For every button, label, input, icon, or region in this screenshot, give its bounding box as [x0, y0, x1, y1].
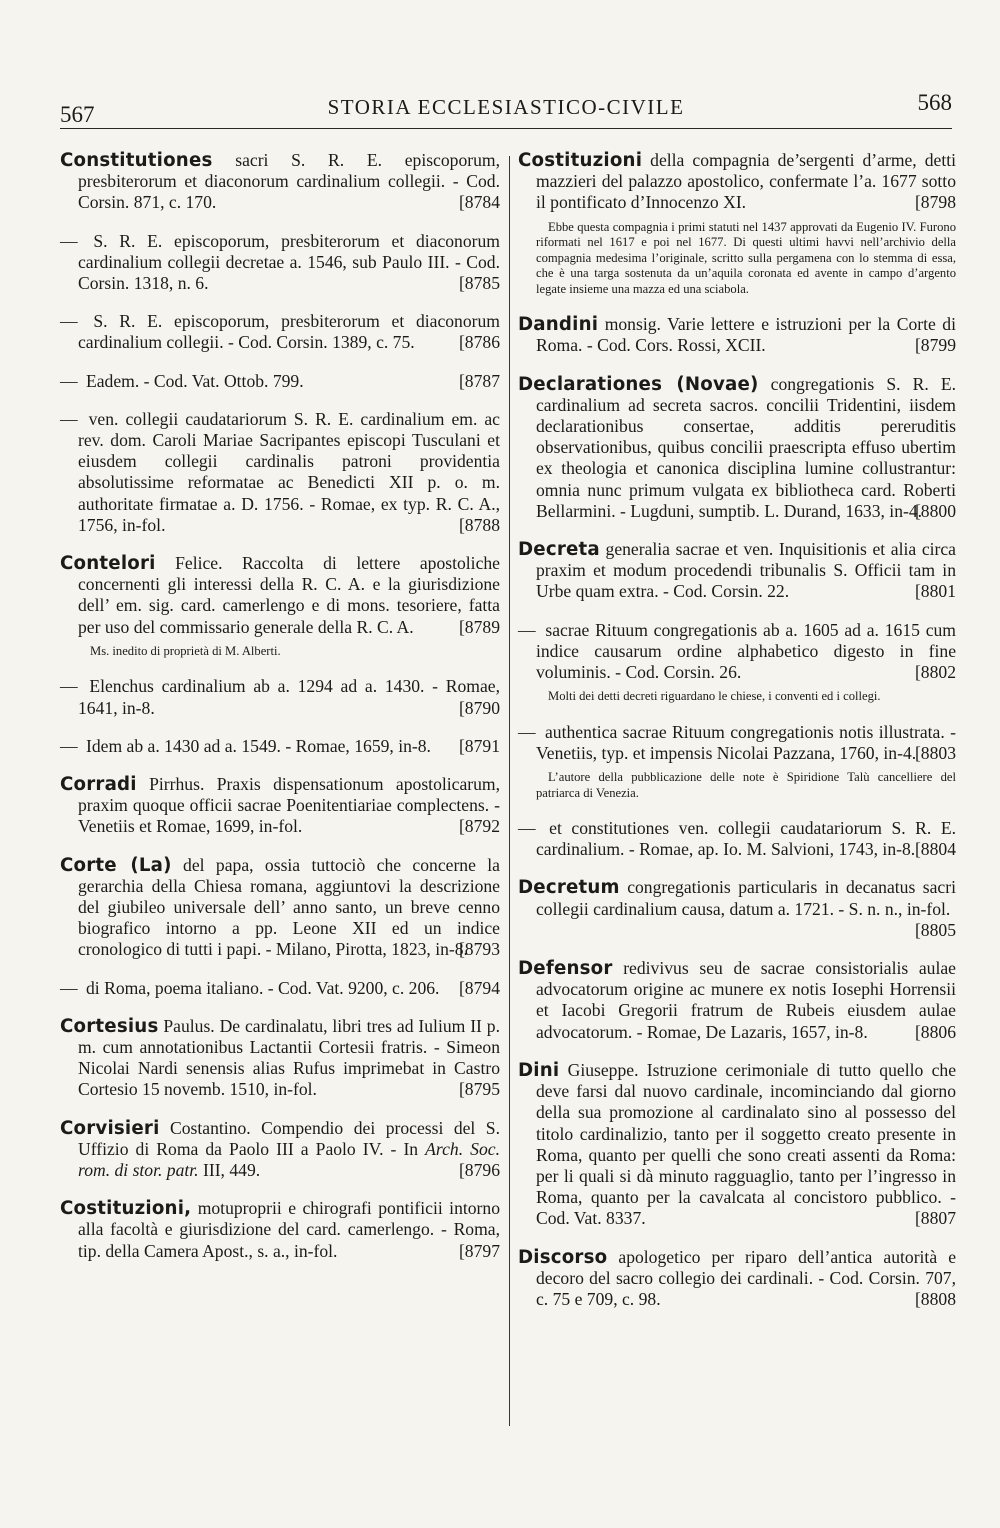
entry-body [60, 1016, 500, 1101]
entry-text: redivivus seu de sacrae consistorialis aulae advocatorum origine ac munere ex notis Iosephi Horrensii et Iacobi Gregorii fratrum de Rubeis eiusdem aulae advocatorum. - Romae, De Lazaris, 1657, in-8. [536, 958, 956, 1042]
entry-headword: Corradi [60, 773, 137, 795]
entry-reference-number: [8797 [458, 1240, 500, 1261]
entry-reference-number: [8808 [914, 1288, 956, 1309]
entry-headword: Corte (La) [60, 854, 172, 876]
entry-body [518, 818, 956, 860]
entry-note: Ms. inedito di proprietà di M. Alberti. [90, 643, 281, 658]
entry-body [518, 1247, 956, 1311]
entry-body [518, 539, 956, 603]
entry-reference-number: [8802 [914, 661, 956, 682]
continuation-dash: — [60, 676, 78, 697]
entry-body [518, 1060, 956, 1230]
entry-text: monsig. Varie lettere e istruzioni per la Corte di Roma. - Cod. Cors. Rossi, XCII. [536, 314, 956, 356]
entry-body [60, 1198, 500, 1262]
entry-reference-number: [8793 [458, 939, 500, 960]
column-divider [509, 156, 510, 1426]
bibliography-entry [518, 314, 956, 356]
bibliography-entry [60, 676, 500, 718]
entry-body [60, 311, 500, 353]
entry-body [518, 877, 956, 941]
bibliography-entry [60, 409, 500, 536]
bibliography-entry [518, 722, 956, 801]
page-number-left: 567 [60, 102, 95, 127]
entry-reference-number: [8788 [458, 514, 500, 535]
entry-text: authentica sacrae Rituum congregationis notis illustrata. - Venetiis, typ. et impensis Nicolai Pazzana, 1760, in-4. [536, 721, 956, 763]
entry-body [518, 374, 956, 522]
entry-text: del papa, ossia tuttociò che concerne la gerarchia della Chiesa romana, aggiuntovi la descrizione del giubileo universale dell’ anno santo, un breve cenno biografico intorno a pp. Leone XII ed un indice cronologico di tutti i papi. - Milano, Pirotta, 1823, in-8. [78, 854, 500, 960]
entry-body [60, 371, 500, 392]
continuation-dash: — [60, 735, 78, 756]
entry-reference-number: [8806 [914, 1021, 956, 1042]
entry-body [60, 978, 500, 999]
entry-body [518, 314, 956, 356]
bibliography-entry [60, 311, 500, 353]
entry-text: Eadem. - Cod. Vat. Ottob. 799. [86, 370, 304, 391]
entry-text: S. R. E. episcoporum, presbiterorum et diaconorum cardinalium collegii. - Cod. Corsin. 1389, c. 75. [78, 311, 500, 353]
entry-headword: Decretum [518, 877, 620, 899]
entry-body [60, 409, 500, 536]
entry-text: Pirrhus. Praxis dispensationum apostolicarum, praxim quoque officii sacrae Poenitentiariae complectens. - Venetiis et Romae, 1699, in-fol. [78, 773, 500, 837]
entry-headword: Declarationes (Novae) [518, 373, 759, 395]
entry-reference-number: [8798 [914, 192, 956, 213]
entry-reference-number: [8786 [458, 332, 500, 353]
bibliography-entry [60, 978, 500, 999]
entry-note: Molti dei detti decreti riguardano le chiese, i conventi ed i collegi. [548, 689, 881, 704]
entry-text: S. R. E. episcoporum, presbiterorum et diaconorum cardinalium collegii decretae a. 1546, sub Paulo III. - Cod. Corsin. 1318, n. 6. [78, 230, 500, 294]
entry-body [518, 722, 956, 764]
entry-reference-number: [8805 [914, 919, 956, 940]
entry-headword: Constitutiones [60, 150, 213, 171]
entry-headword: Contelori [60, 553, 156, 575]
entry-text: della compagnia de’sergenti d’arme, detti mazzieri del palazzo apostolico, confermate l’a. 1677 sotto il pontificato d’Innocenzo XI. [536, 150, 956, 213]
entry-body [60, 1118, 500, 1182]
entry-body [60, 855, 500, 961]
entry-text: Paulus. De cardinalatu, libri tres ad Iulium II p. m. cum annotationibus Lactantii Cortesii fratris. - Simeon Nicolai Nardi senensis alias Rufus imprimebat in Castro Cortesio 15 novemb. 1510, in-fol. [78, 1015, 500, 1100]
entry-text: congregationis particularis in decanatus sacri collegii cardinalium causa, datum a. 1721. - S. n. n., in-fol. [536, 877, 956, 919]
entry-reference-number: [8794 [458, 977, 500, 998]
entry-headword: Dandini [518, 314, 599, 336]
entry-note: L’autore della pubblicazione delle note è Spiridione Talù cancelliere del patriarca di Venezia. [536, 770, 956, 800]
entry-headword: Decreta [518, 538, 600, 560]
entry-body [60, 231, 500, 295]
bibliography-entry [518, 818, 956, 860]
running-title: STORIA ECCLESIASTICO-CIVILE [327, 95, 685, 119]
entry-text: Elenchus cardinalium ab a. 1294 ad a. 1430. - Romae, 1641, in-8. [78, 676, 501, 718]
entry-reference-number: [8784 [458, 192, 500, 213]
entry-text: Costantino. Compendio dei processi del S. Uffizio di Roma da Paolo III a Paolo IV. - In [78, 1117, 500, 1159]
right-column [518, 150, 956, 1327]
entry-text: sacri S. R. E. episcoporum, presbiterorum et diaconorum cardinalium collegii. - Cod. Corsin. 871, c. 170. [78, 150, 500, 213]
entry-headword: Costituzioni, [60, 1198, 192, 1220]
entry-body [518, 958, 956, 1043]
bibliography-entry [518, 150, 956, 297]
bibliography-entry [518, 1247, 956, 1311]
bibliography-entry [518, 1060, 956, 1230]
bibliography-entry [60, 553, 500, 659]
bibliography-entry [60, 1016, 500, 1101]
entry-body [518, 620, 956, 684]
continuation-dash: — [60, 311, 78, 332]
bibliography-entry [518, 620, 956, 705]
entry-reference-number: [8791 [458, 735, 500, 756]
entry-text: congregationis S. R. E. cardinalium ad secreta sacros. concilii Tridentini, iisdem declarationibus consertae, additis pereruditis observationibus, quibus concilii praescripta effuso ubertim ex theologia et canonica disciplina lumine collustrantur: omnia nunc primum vulgata ex bibliotheca card. Roberti Bellarmini. - Lugduni, sumptib. L. Durand, 1633, in-4. [536, 373, 956, 521]
entry-headword: Dini [518, 1059, 560, 1081]
entry-body [60, 150, 500, 214]
left-column [60, 150, 500, 1279]
entry-text: generalia sacrae et ven. Inquisitionis et alia circa praxim et modum procedendi tribunalis S. Officii tam in Urbe quam extra. - Cod. Corsin. 22. [536, 538, 956, 602]
entry-reference-number: [8799 [914, 335, 956, 356]
entry-headword: Defensor [518, 958, 613, 980]
entry-headword: Corvisieri [60, 1117, 160, 1139]
entry-headword: Cortesius [60, 1015, 159, 1037]
entry-journal-title: Arch. Soc. rom. di stor. patr. [78, 1138, 500, 1181]
continuation-dash: — [60, 977, 78, 998]
entry-reference-number: [8807 [914, 1208, 956, 1229]
entry-reference-number: [8795 [458, 1079, 500, 1100]
entry-reference-number: [8801 [914, 581, 956, 602]
entry-reference-number: [8789 [458, 616, 500, 637]
entry-text: di Roma, poema italiano. - Cod. Vat. 9200, c. 206. [86, 977, 440, 998]
bibliography-entry [60, 736, 500, 757]
continuation-dash: — [518, 721, 536, 742]
bibliography-entry [60, 371, 500, 392]
continuation-dash: — [60, 408, 78, 429]
entry-text: ven. collegii caudatariorum S. R. E. cardinalium em. ac rev. dom. Caroli Mariae Sacripantes episcopi Tusculani et eiusdem collegii cardinalis patroni providentia absolutissime reformatae ac Benedicti XII p. o. m. authoritate firmatae a. D. 1756. - Romae, ex typ. R. C. A., 1756, in-fol. [78, 408, 500, 535]
bibliography-entry [518, 877, 956, 941]
bibliography-entry [60, 1118, 500, 1182]
entry-reference-number: [8804 [914, 839, 956, 860]
bibliography-entry [60, 231, 500, 295]
entry-text-continued: III, 449. [202, 1160, 261, 1181]
entry-reference-number: [8785 [458, 273, 500, 294]
entry-reference-number: [8790 [458, 697, 500, 718]
bibliography-entry [518, 539, 956, 603]
entry-note: Ebbe questa compagnia i primi statuti nel 1437 approvati da Eugenio IV. Furono riformati nel 1617 e poi nel 1677. Di questi ultimi havvi nell’archivio della compagnia medesima l’originale, scritto sulla pergamena con lo stemma di essa, che è una targa sostenuta da un’aquila coronata ed avente in campo d’argento legate insieme una mazza ed una sciabola. [536, 219, 956, 296]
entry-headword: Discorso [518, 1246, 608, 1268]
entry-reference-number: [8803 [914, 742, 956, 763]
entry-reference-number: [8796 [458, 1160, 500, 1181]
entry-reference-number: [8787 [458, 370, 500, 391]
bibliography-entry [60, 774, 500, 838]
entry-reference-number: [8800 [914, 500, 956, 521]
entry-text: apologetico per riparo dell’antica autorità e decoro del sacro collegio dei cardinali. - Cod. Corsin. 707, c. 75 e 709, c. 98. [536, 1246, 956, 1309]
entry-body [60, 676, 500, 718]
continuation-dash: — [60, 370, 78, 391]
entry-text: motuproprii e chirografi pontificii intorno alla facoltà e giurisdizione del card. camerlengo. - Roma, tip. della Camera Apost., s. a., in-fol. [78, 1198, 501, 1261]
entry-text: et constitutiones ven. collegii caudatariorum S. R. E. cardinalium. - Romae, ap. Io. M. Salvioni, 1743, in-8. [536, 818, 956, 860]
running-header [60, 82, 952, 129]
entry-headword: Costituzioni [518, 150, 643, 171]
entry-body [518, 150, 956, 214]
continuation-dash: — [60, 230, 78, 251]
entry-body [60, 553, 500, 638]
entry-text: Felice. Raccolta di lettere apostoliche concernenti gli interessi della R. C. A. e la giurisdizione dell’ em. sig. card. camerlengo e di mons. tesoriere, fatta per uso del commissario generale della R. C. A. [78, 553, 500, 637]
bibliography-entry [60, 855, 500, 961]
bibliography-entry [518, 958, 956, 1043]
continuation-dash: — [518, 818, 536, 839]
bibliography-entry [60, 150, 500, 214]
entry-body [60, 736, 500, 757]
entry-text: Giuseppe. Istruzione cerimoniale di tutto quello che deve farsi dal nuovo cardinale, incominciando dal giorno della sua promozione al cardinalato sino al possesso del titolo cardinalizio, tanto per il soggetto creato presente in Roma, quanto per quelli che sono creati assenti da Roma: per li quali si dà minuto ragguaglio, tanto per l’ingresso in Roma, quanto per la cavalcata al concistoro pubblico. - Cod. Vat. 8337. [536, 1059, 956, 1229]
entry-text: sacrae Rituum congregationis ab a. 1605 ad a. 1615 cum indice causarum ordine alphabetico digesto in fine voluminis. - Cod. Corsin. 26. [536, 619, 956, 682]
entry-body [60, 774, 500, 838]
bibliography-entry [518, 374, 956, 522]
bibliography-entry [60, 1198, 500, 1262]
page-number-right: 568 [917, 90, 952, 115]
entry-text: Idem ab a. 1430 ad a. 1549. - Romae, 1659, in-8. [86, 735, 431, 756]
continuation-dash: — [518, 619, 536, 640]
entry-reference-number: [8792 [458, 816, 500, 837]
